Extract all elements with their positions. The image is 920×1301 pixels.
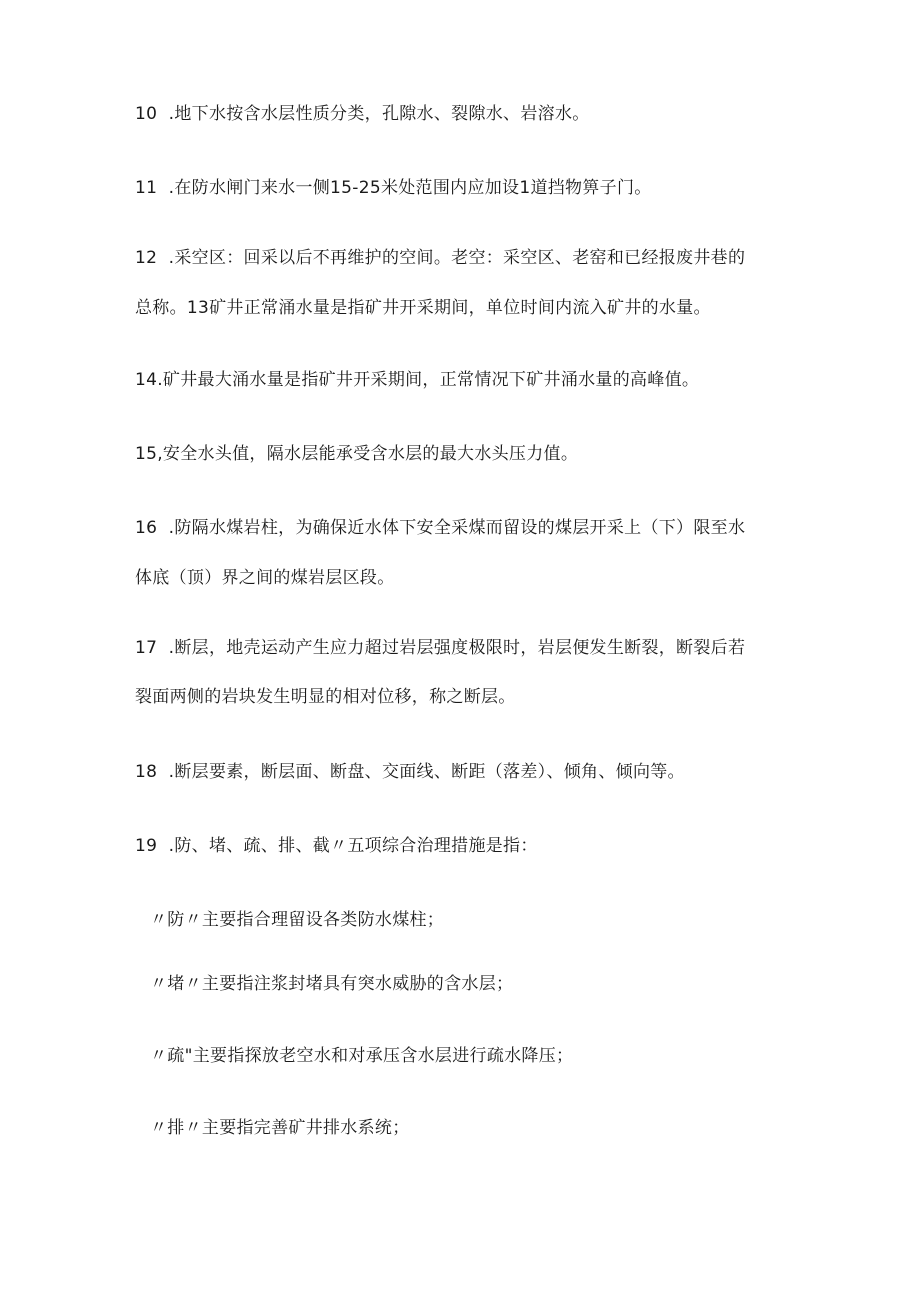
- item-12-line-2: 总称。13矿井正常涌水量是指矿井开采期间，单位时间内流入矿井的水量。: [135, 298, 711, 318]
- item-17-line-2: 裂面两侧的岩块发生明显的相对位移，称之断层。: [135, 687, 516, 707]
- measure-drain-line: 〃疏"主要指探放老空水和对承压含水层进行疏水降压；: [150, 1046, 574, 1066]
- measure-prevent-line: 〃防〃主要指合理留设各类防水煤柱；: [150, 910, 445, 930]
- item-19-line: 19 .防、堵、疏、排、截〃五项综合治理措施是指：: [135, 836, 538, 856]
- item-12-line-1: 12 .采空区：回采以后不再维护的空间。老空：采空区、老窑和已经报废井巷的: [135, 248, 746, 268]
- item-18-line: 18 .断层要素，断层面、断盘、交面线、断距（落差）、倾角、倾向等。: [135, 762, 685, 782]
- item-16-line-2: 体底（顶）界之间的煤岩层区段。: [135, 568, 395, 588]
- item-16-line-1: 16 .防隔水煤岩柱，为确保近水体下安全采煤而留设的煤层开采上（下）限至水: [135, 518, 746, 538]
- item-11-line: 11 .在防水闸门来水一侧15-25米处范围内应加设1道挡物箅子门。: [135, 178, 652, 198]
- measure-discharge-line: 〃排〃主要指完善矿井排水系统；: [150, 1118, 410, 1138]
- measure-block-line: 〃堵〃主要指注浆封堵具有突水威胁的含水层；: [150, 974, 514, 994]
- item-17-line-1: 17 .断层，地壳运动产生应力超过岩层强度极限时，岩层便发生断裂，断裂后若: [135, 638, 746, 658]
- item-14-line: 14.矿井最大涌水量是指矿井开采期间，正常情况下矿井涌水量的高峰值。: [135, 370, 700, 390]
- item-15-line: 15,安全水头值，隔水层能承受含水层的最大水头压力值。: [135, 444, 579, 464]
- item-10-line: 10 .地下水按含水层性质分类，孔隙水、裂隙水、岩溶水。: [135, 104, 590, 124]
